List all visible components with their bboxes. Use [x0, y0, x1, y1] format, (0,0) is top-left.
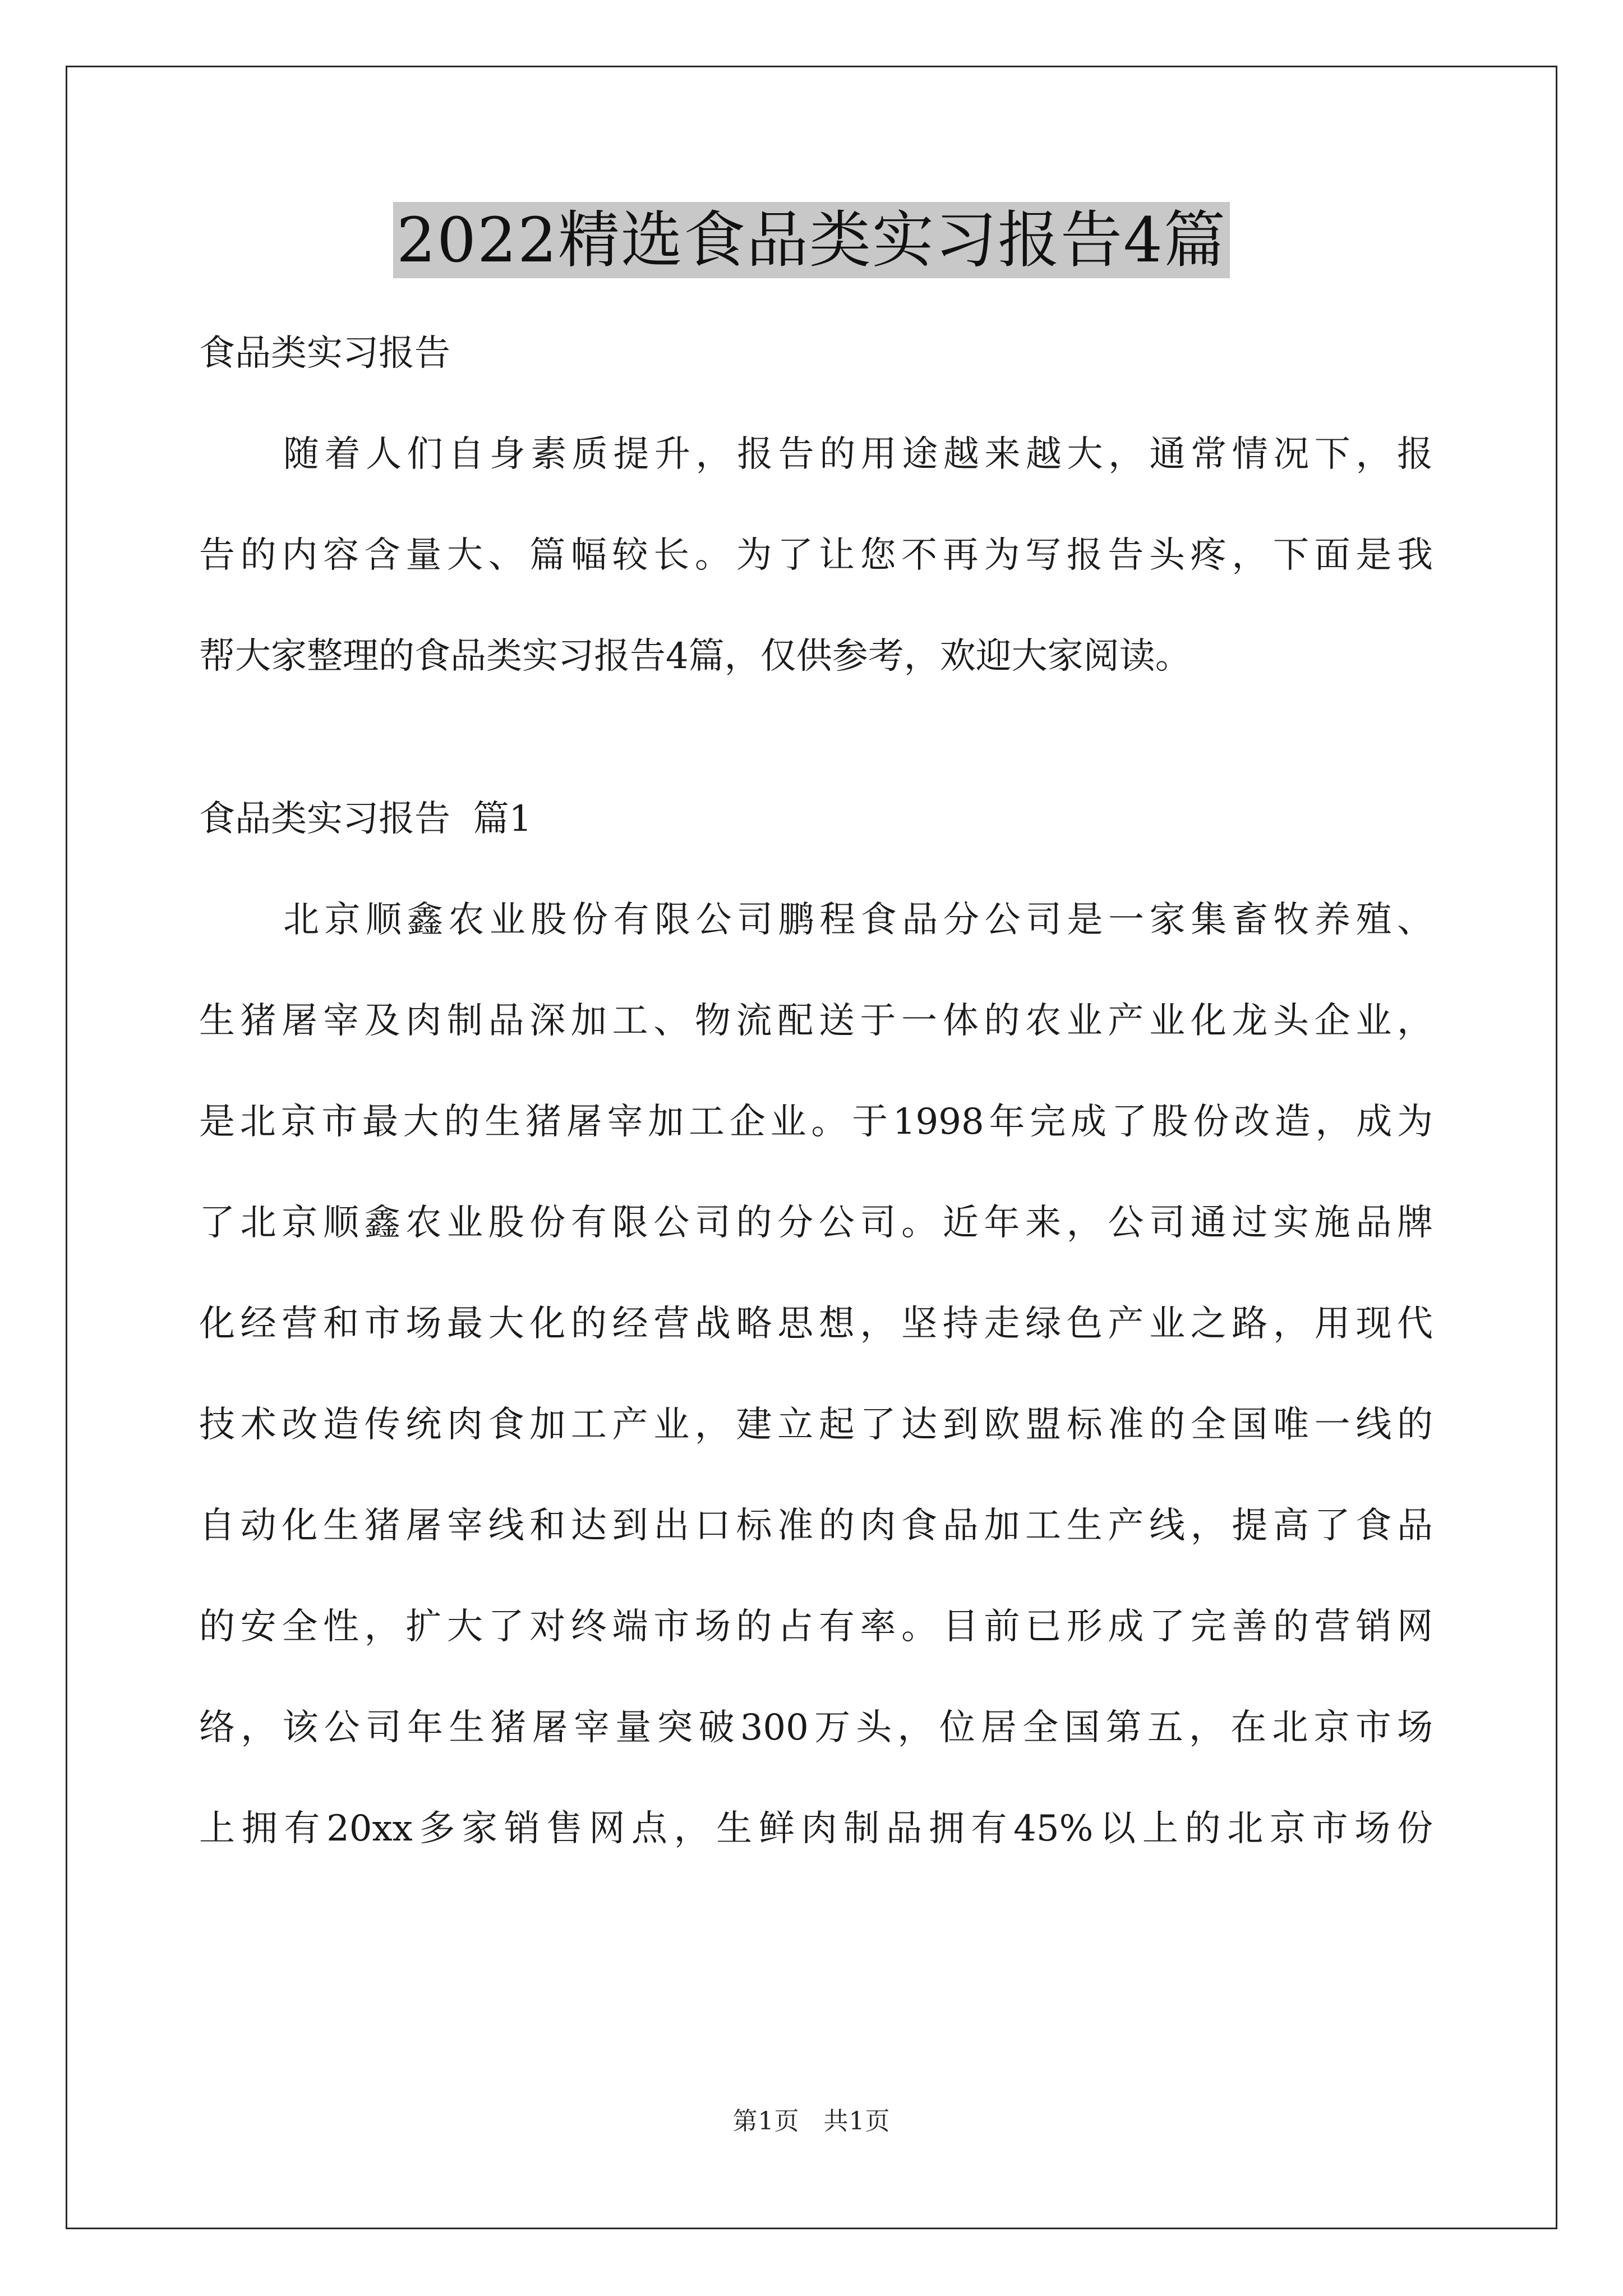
- section-line: 北京顺鑫农业股份有限公司鹏程食品分公司是一家集畜牧养殖、: [283, 899, 1433, 941]
- intro-line: 帮大家整理的食品类实习报告4篇，仅供参考，欢迎大家阅读。: [199, 636, 1191, 677]
- intro-heading: 食品类实习报告: [199, 333, 450, 374]
- section-line: 了北京顺鑫农业股份有限公司的分公司。近年来，公司通过实施品牌: [199, 1202, 1433, 1244]
- section-line: 技术改造传统肉食加工产业，建立起了达到欧盟标准的全国唯一线的: [199, 1404, 1433, 1446]
- section-line: 生猪屠宰及肉制品深加工、物流配送于一体的农业产业化龙头企业，: [199, 1000, 1433, 1042]
- section-gap: [199, 707, 1433, 769]
- section-line: 自动化生猪屠宰线和达到出口标准的肉食品加工生产线，提高了食品: [199, 1505, 1433, 1547]
- page-number: 第1页: [732, 2107, 800, 2136]
- document-title: 2022精选食品类实习报告4篇: [393, 202, 1230, 278]
- page-total: 共1页: [823, 2107, 891, 2136]
- section-line: 的安全性，扩大了对终端市场的占有率。目前已形成了完善的营销网: [199, 1606, 1433, 1648]
- section-line: 上拥有20xx多家销售网点，生鲜肉制品拥有45%以上的北京市场份: [199, 1808, 1433, 1849]
- intro-line: 随着人们自身素质提升，报告的用途越来越大，通常情况下，报: [283, 434, 1433, 475]
- intro-line: 告的内容含量大、篇幅较长。为了让您不再为写报告头疼，下面是我: [199, 535, 1433, 576]
- section-line: 化经营和市场最大化的经营战略思想，坚持走绿色产业之路，用现代: [199, 1303, 1433, 1345]
- section-heading: 食品类实习报告 篇1: [199, 798, 532, 840]
- page-footer: [0, 2101, 1623, 2137]
- document-body: [199, 303, 1433, 1879]
- section-line: 是北京市最大的生猪屠宰加工企业。于1998年完成了股份改造，成为: [199, 1101, 1433, 1143]
- title-wrap: [0, 202, 1623, 278]
- section-line: 络，该公司年生猪屠宰量突破300万头，位居全国第五，在北京市场: [199, 1707, 1433, 1749]
